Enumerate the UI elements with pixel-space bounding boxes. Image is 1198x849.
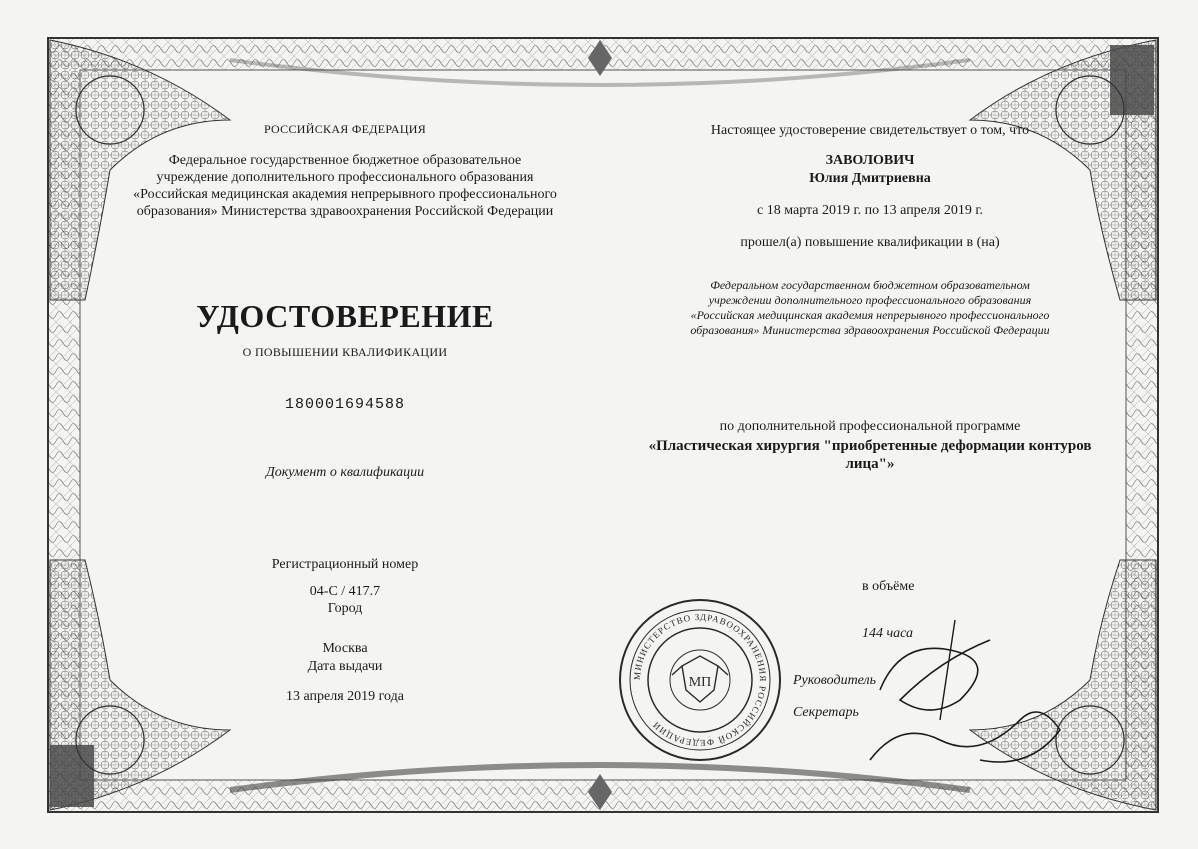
institution-line-3: «Российская медицинская академия непрерывного профессионального <box>133 187 557 202</box>
program-name-line-2: лица"» <box>845 456 895 472</box>
institution-line-1: Федеральное государственное бюджетное образовательное <box>168 153 522 168</box>
org-line-3: «Российская медицинская академия непрерывного профессионального <box>690 308 1050 322</box>
stamp-ring-label: МИНИСТЕРСТВО ЗДРАВООХРАНЕНИЯ РОССИЙСКОЙ ФЕДЕРАЦИИ <box>631 611 769 749</box>
document-title: УДОСТОВЕРЕНИЕ <box>196 298 494 334</box>
intro-text: Настоящее удостоверение свидетельствует о том, что <box>710 123 1030 138</box>
org-line-1: Федеральном государственном бюджетном образовательном <box>710 278 1030 292</box>
registration-label: Регистрационный номер <box>271 557 419 572</box>
registration-number: 04-С / 417.7 <box>309 584 381 599</box>
training-period: с 18 марта 2019 г. по 13 апреля 2019 г. <box>757 203 983 218</box>
svg-text:МИНИСТЕРСТВО ЗДРАВООХРАНЕНИЯ Р <box>632 612 768 748</box>
country-name: РОССИЙСКАЯ ФЕДЕРАЦИЯ <box>263 122 427 136</box>
institution-line-4: образования» Министерства здравоохранения Российской Федерации <box>136 204 554 219</box>
institution-line-2: учреждение дополнительного профессионального образования <box>156 170 534 185</box>
holder-given-names: Юлия Дмитриевна <box>809 171 931 186</box>
volume-label: в объёме <box>862 579 915 594</box>
issue-date-label: Дата выдачи <box>307 659 383 674</box>
document-type: Документ о квалификации <box>265 465 425 480</box>
certificate-number: 180001694588 <box>284 396 406 413</box>
issue-date-value: 13 апреля 2019 года <box>286 689 404 704</box>
secretary-label: Секретарь <box>793 705 859 720</box>
head-label: Руководитель <box>793 673 877 688</box>
holder-surname: ЗАВОЛОВИЧ <box>825 153 915 168</box>
city-value: Москва <box>322 641 368 656</box>
program-intro: по дополнительной профессиональной программе <box>719 419 1021 434</box>
org-line-4: образования» Министерства здравоохранения Российской Федерации <box>690 323 1050 337</box>
volume-value: 144 часа <box>862 626 914 641</box>
org-line-2: учреждении дополнительного профессионального образования <box>708 293 1032 307</box>
document-subtitle: О ПОВЫШЕНИИ КВАЛИФИКАЦИИ <box>242 345 448 359</box>
city-label: Город <box>327 601 363 616</box>
stamp-ring-text <box>620 600 780 760</box>
stamp-center-text: МП <box>688 675 712 690</box>
program-name-line-1: «Пластическая хирургия "приобретенные деформации контуров <box>648 438 1092 454</box>
passed-training-text: прошел(а) повышение квалификации в (на) <box>740 235 1000 250</box>
